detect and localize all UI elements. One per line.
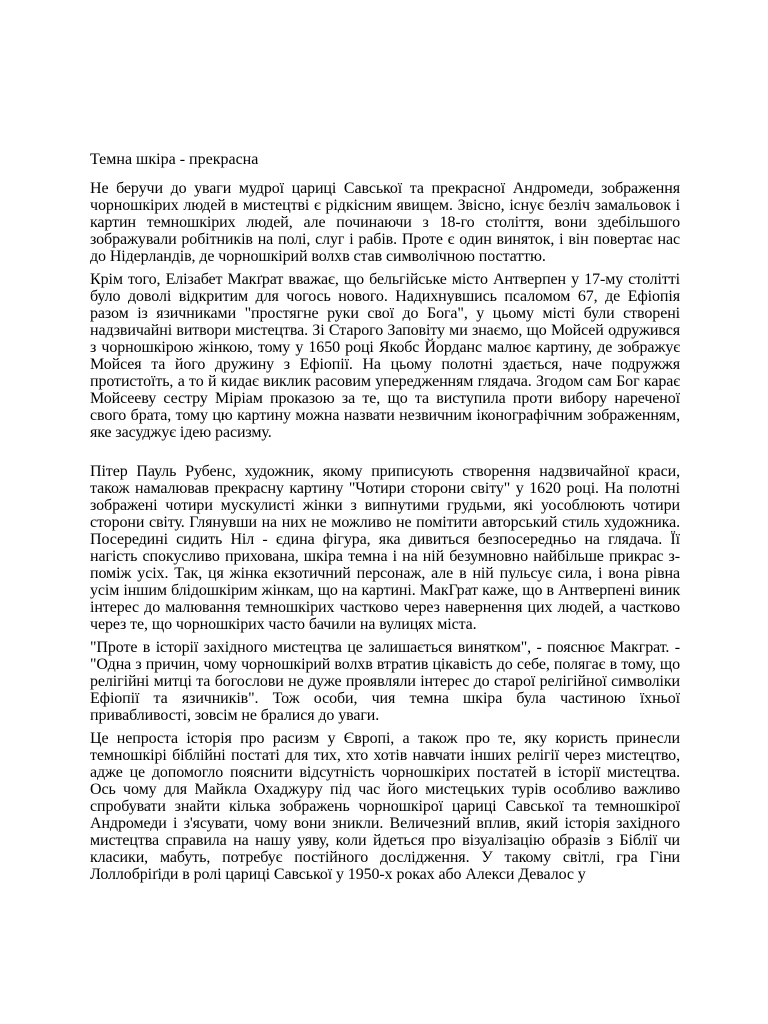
paragraph-1: Не беручи до уваги мудрої цариці Савської та прекрасної Андромеди, зображення чорношкірих людей в мистецтві є рідкісним явищем. Звісно, існує безліч замальовок і картин темношкірих людей, але починаючи з 18-го століття, вони здебільшого зображували робітників на полі, слуг і рабів. Проте є один виняток, і він повертає нас до Нідерландів, де чорношкірий волхв став символічною постаттю. bbox=[90, 180, 680, 265]
document-title: Темна шкіра - прекрасна bbox=[90, 151, 259, 168]
paragraph-3: Пітер Пауль Рубенс, художник, якому приписують створення надзвичайної краси, також намалював прекрасну картину "Чотири сторони світу" у 1620 році. На полотні зображені чотири мускулисті жінки з випнутими грудьми, які уособлюють чотири сторони світу. Глянувши на них не можливо не помітити авторський стиль художника. Посередині сидить Ніл - єдина фігура, яка дивиться безпосередньо на глядача. Її нагість спокусливо прихована, шкіра темна і на ній безумновно найбільше прикрас з-поміж усіх. Так, ця жінка екзотичний персонаж, але в ній пульсує сила, і вона рівна усім іншим блідошкірим жінкам, що на картині. МакГрат каже, що в Антверпені виник інтерес до малювання темношкірих частково через навернення цих людей, а частково через те, що чорношкірих часто бачили на вулицях міста. bbox=[90, 463, 680, 633]
paragraph-5: Це непроста історія про расизм у Європі, а також про те, яку користь принесли темношкірі біблійні постаті для тих, хто хотів навчати інших релігії через мистецтво, адже це допомогло пояснити відсутність чорношкірих постатей в історії мистецтва. Ось чому для Майкла Охаджуру під час його мистецьких турів особливо важливо спробувати знайти кілька зображень чорношкірої цариці Савської та темношкірої Андромеди і з'ясувати, чому вони зникли. Величезний вплив, який історія західного мистецтва справила на нашу уяву, коли йдеться про візуалізацію образів з Біблії чи класики, мабуть, потребує постійного дослідження. У такому світлі, гра Гіни Лоллобріґіди в ролі цариці Савської у 1950-х роках або Алекси Девалос у bbox=[90, 730, 680, 883]
document-page bbox=[90, 150, 680, 889]
paragraph-4: "Проте в історії західного мистецтва це залишається винятком", - пояснює Макграт. - "Одна з причин, чому чорношкірий волхв втратив цікавість до себе, полягає в тому, що релігійні митці та богослови не дуже проявляли інтерес до старої релігійної символіки Ефіопії та язичників". Тож особи, чия темна шкіра була частиною їхньої привабливості, зовсім не бралися до уваги. bbox=[90, 639, 680, 724]
paragraph-2: Крім того, Елізабет Макґрат вважає, що бельгійське місто Антверпен у 17-му столітті було доволі відкритим для чогось нового. Надихнувшись псаломом 67, де Ефіопія разом із язичниками "простягне руки свої до Бога", у цьому місті були створені надзвичайні витвори мистецтва. Зі Старого Заповіту ми знаємо, що Мойсей одружився з чорношкірою жінкою, тому у 1650 році Якобс Йорданс малює картину, де зображує Мойсея та його дружину з Ефіопії. На цьому полотні здається, наче подружжя протистоїть, а то й кидає виклик расовим упередженням глядача. Згодом сам Бог карає Мойсееву сестру Міріам проказою за те, що та виступила проти вибору нареченої свого брата, тому цю картину можна назвати незвичним іконографічним зображенням, яке засуджує ідею расизму. bbox=[90, 271, 680, 441]
